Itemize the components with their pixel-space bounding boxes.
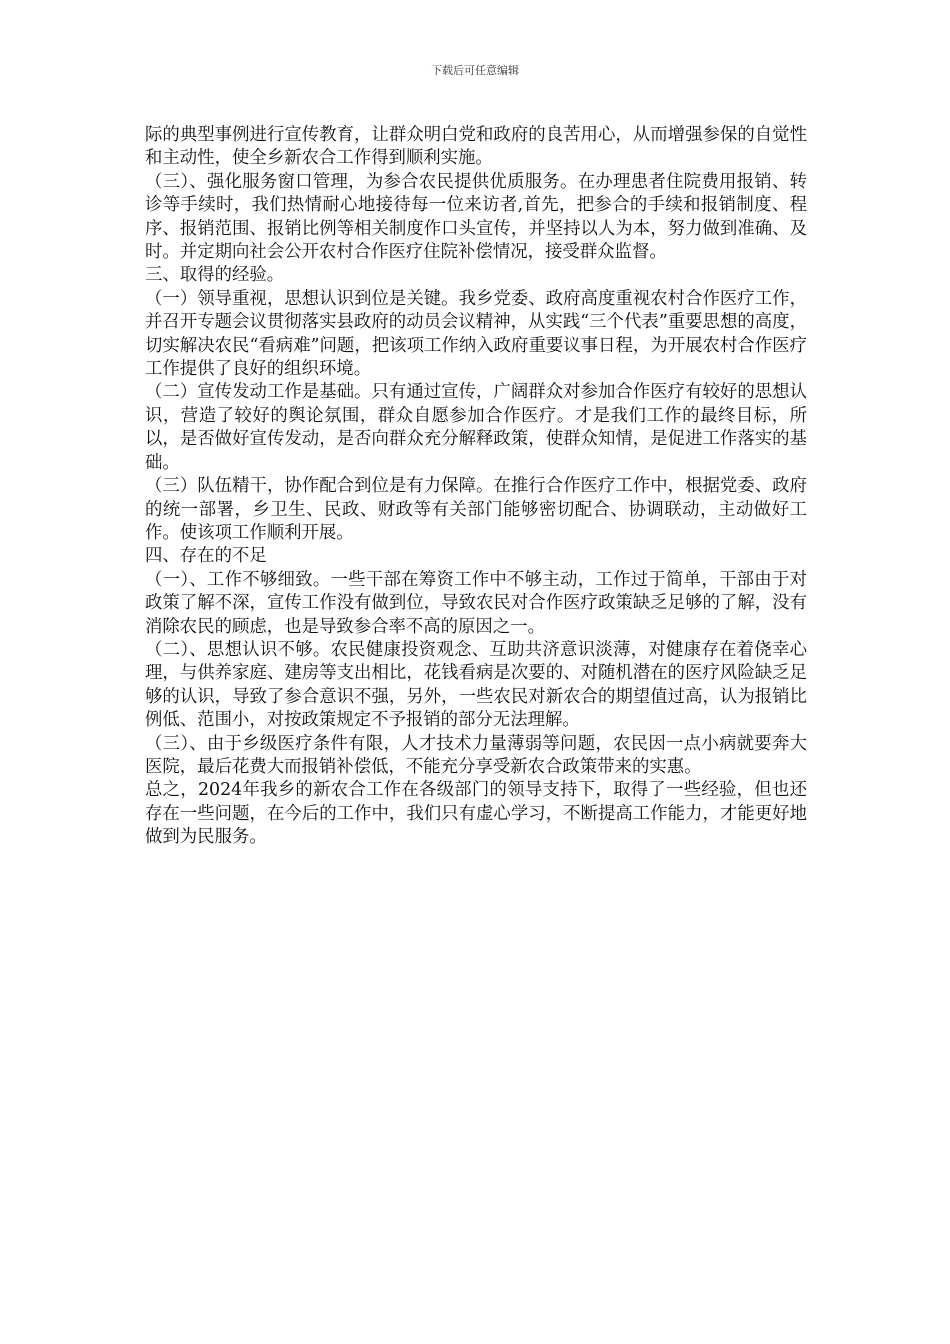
section-heading-shortcomings: 四、存在的不足 bbox=[145, 546, 267, 567]
paragraph-service-window: （三）、强化服务窗口管理，为参合农民提供优质服务。在办理患者住院费用报销、转诊等手续时，我们热情耐心地接待每一位来访者,首先，把参合的手续和报销制度、程序、报销范围、报销比例等相关制度作口头宣传，并坚持以人为本，努力做到准确、及时。并定期向社会公开农村合作医疗住院补偿情况，接受群众监督。 bbox=[145, 171, 807, 263]
paragraph-medical-conditions: （三）、由于乡级医疗条件有限，人才技术力量薄弱等问题，农民因一点小病就要奔大医院，最后花费大而报销补偿低，不能充分享受新农合政策带来的实惠。 bbox=[145, 733, 807, 777]
paragraph-work-detail: （一）、工作不够细致。一些干部在筹资工作中不够主动，工作过于简单，干部由于对政策了解不深，宣传工作没有做到位，导致农民对合作医疗政策缺乏足够的了解，没有消除农民的顾虑，也是导致参合率不高的原因之一。 bbox=[145, 569, 807, 637]
page-header: 下载后可任意编辑 bbox=[431, 64, 519, 77]
section-heading-experience: 三、取得的经验。 bbox=[145, 265, 285, 286]
paragraph-leadership: （一）领导重视，思想认识到位是关键。我乡党委、政府高度重视农村合作医疗工作，并召开专题会议贯彻落实县政府的动员会议精神，从实践“三个代表”重要思想的高度，切实解决农民“看病难”问题，把该项工作纳入政府重要议事日程，为开展农村合作医疗工作提供了良好的组织环境。 bbox=[145, 288, 807, 380]
paragraph-publicity: （二）宣传发动工作是基础。只有通过宣传，广阔群众对参加合作医疗有较好的思想认识，营造了较好的舆论氛围，群众自愿参加合作医疗。才是我们工作的最终目标，所以，是否做好宣传发动，是否向群众充分解释政策，使群众知情，是促进工作落实的基础。 bbox=[145, 382, 807, 473]
paragraph-team-cooperation: （三）队伍精干，协作配合到位是有力保障。在推行合作医疗工作中，根据党委、政府的统一部署，乡卫生、民政、财政等有关部门能够密切配合、协调联动，主动做好工作。使该项工作顺利开展。 bbox=[145, 476, 807, 543]
paragraph-continuation: 际的典型事例进行宣传教育，让群众明白党和政府的良苦用心，从而增强参保的自觉性和主动性，使全乡新农合工作得到顺利实施。 bbox=[145, 125, 807, 169]
paragraph-awareness: （二）、思想认识不够。农民健康投资观念、互助共济意识淡薄，对健康存在着侥幸心理，与供养家庭、建房等支出相比，花钱看病是次要的、对随机潜在的医疗风险缺乏足够的认识，导致了参合意识不强，另外，一些农民对新农合的期望值过高，认为报销比例低、范围小，对按政策规定不予报销的部分无法理解。 bbox=[145, 639, 807, 731]
document-body bbox=[145, 124, 807, 850]
paragraph-conclusion: 总之，2024年我乡的新农合工作在各级部门的领导支持下，取得了一些经验，但也还存在一些问题，在今后的工作中，我们只有虚心学习，不断提高工作能力，才能更好地做到为民服务。 bbox=[145, 780, 807, 848]
